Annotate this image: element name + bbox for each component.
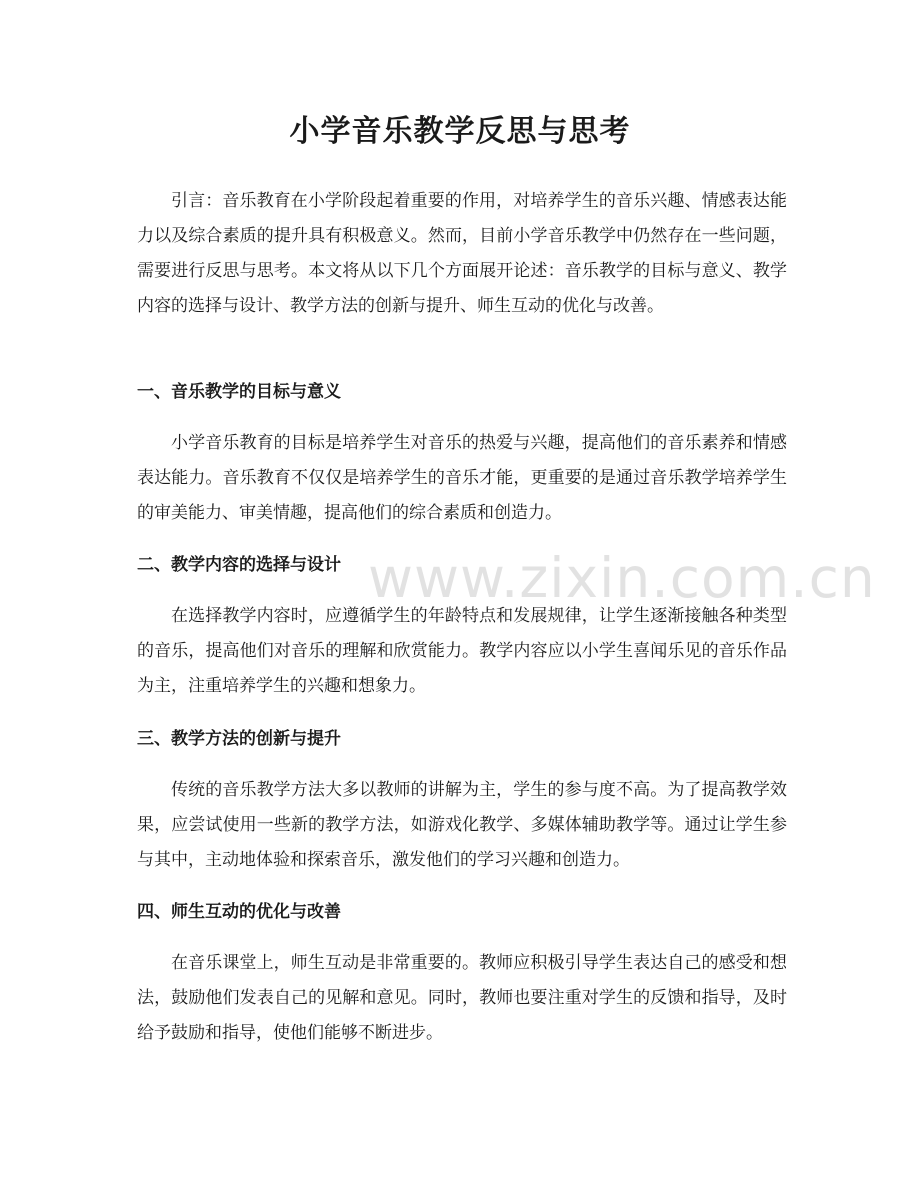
intro-paragraph: 引言：音乐教育在小学阶段起着重要的作用，对培养学生的音乐兴趣、情感表达能力以及综合素质的提升具有积极意义。然而，目前小学音乐教学中仍然存在一些问题，需要进行反思与思考。本文将从以下几个方面展开论述：音乐教学的目标与意义、教学内容的选择与设计、教学方法的创新与提升、师生互动的优化与改善。: [137, 191, 787, 316]
page-title: 小学音乐教学反思与思考: [289, 114, 631, 149]
section-4-heading: 四、师生互动的优化与改善: [137, 902, 341, 922]
section-2-body: 在选择教学内容时，应遵循学生的年龄特点和发展规律，让学生逐渐接触各种类型的音乐，提高他们对音乐的理解和欣赏能力。教学内容应以小学生喜闻乐见的音乐作品为主，注重培养学生的兴趣和想象力。: [137, 606, 787, 696]
section-3-heading: 三、教学方法的创新与提升: [137, 729, 341, 749]
section-1-heading: 一、音乐教学的目标与意义: [137, 382, 341, 402]
section-1-body: 小学音乐教育的目标是培养学生对音乐的热爱与兴趣，提高他们的音乐素养和情感表达能力。音乐教育不仅仅是培养学生的音乐才能，更重要的是通过音乐教学培养学生的审美能力、审美情趣，提高他们的综合素质和创造力。: [137, 433, 787, 523]
section-4-body: 在音乐课堂上，师生互动是非常重要的。教师应积极引导学生表达自己的感受和想法，鼓励他们发表自己的见解和意见。同时，教师也要注重对学生的反馈和指导，及时给予鼓励和指导，使他们能够不断进步。: [137, 953, 787, 1043]
watermark: www.zixin.com.cn: [368, 546, 876, 610]
section-3-body: 传统的音乐教学方法大多以教师的讲解为主，学生的参与度不高。为了提高教学效果，应尝试使用一些新的教学方法，如游戏化教学、多媒体辅助教学等。通过让学生参与其中，主动地体验和探索音乐，激发他们的学习兴趣和创造力。: [137, 780, 787, 870]
section-2-heading: 二、教学内容的选择与设计: [137, 555, 341, 575]
